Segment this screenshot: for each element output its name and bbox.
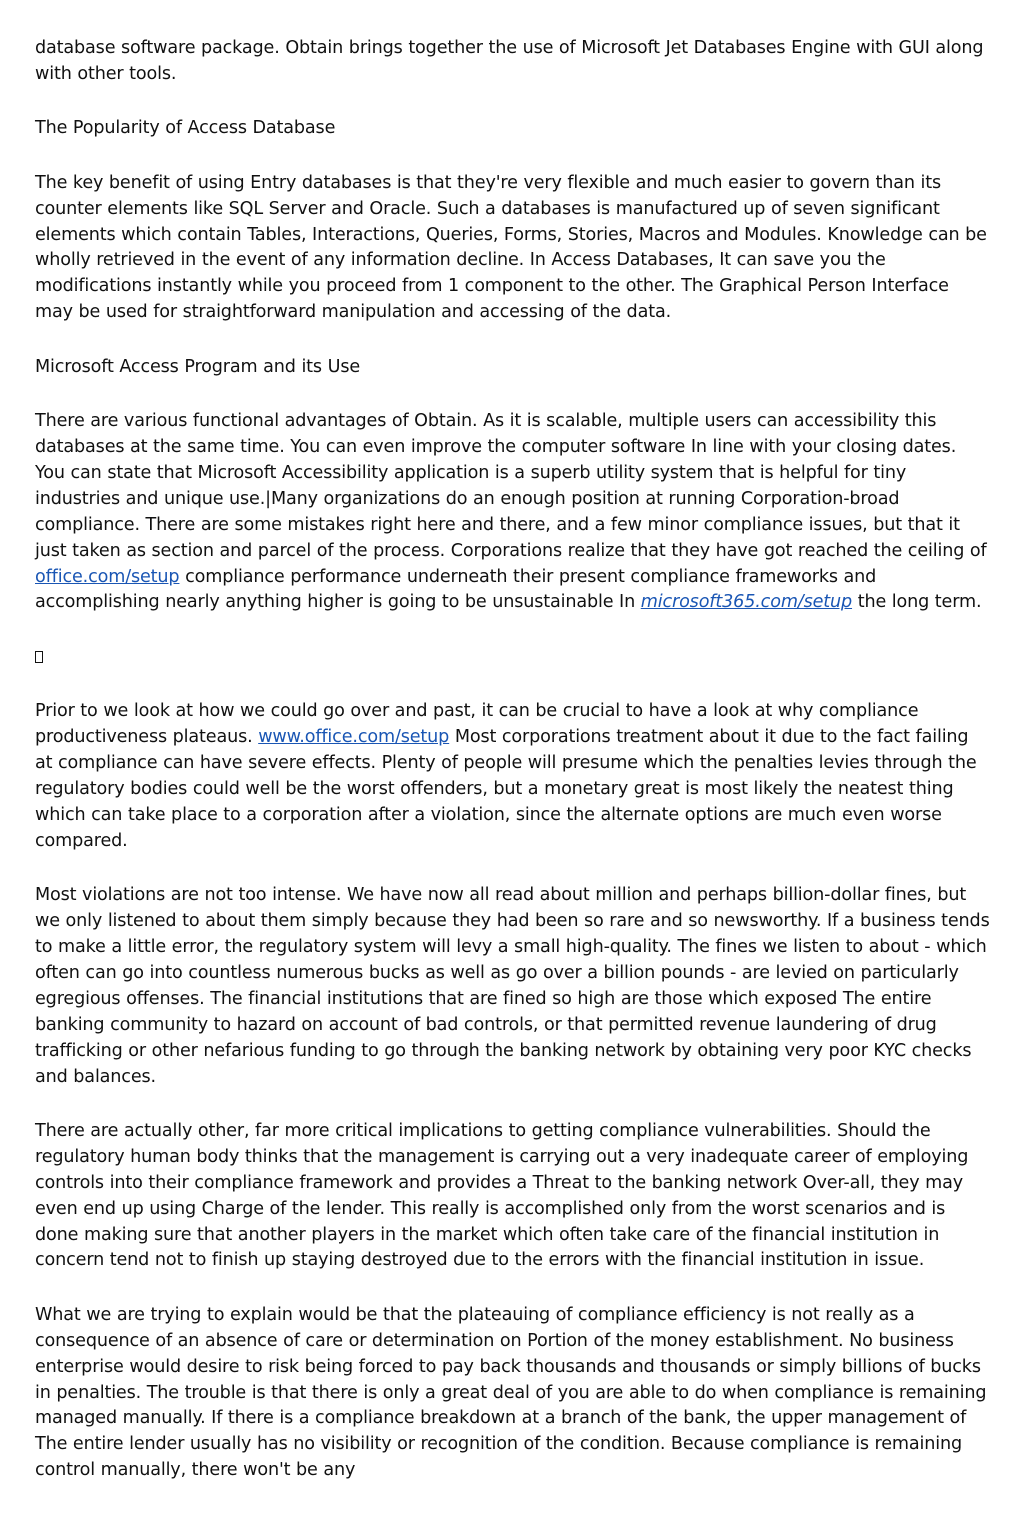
paragraph-intro: database software package. Obtain brings together the use of Microsoft Jet Databases Engine with GUI along with other tools.: [35, 38, 984, 84]
missing-glyph-icon: [35, 651, 43, 663]
paragraph-text: the long term.: [852, 592, 982, 613]
paragraph-plateaus: [35, 699, 991, 854]
office-setup-link[interactable]: office.com/setup: [35, 566, 180, 587]
paragraph-advantages: [35, 409, 991, 616]
document-body: [35, 36, 991, 1513]
paragraph-text: There are various functional advantages of Obtain. As it is scalable, multiple users can accessibility this databases at the same time. You can even improve the computer software In line with your closing dates. You can state that Microsoft Accessibility application is a superb utility system that is helpful for tiny industries and unique use.|Many organizations do an enough position at running Corporation-broad compliance. There are some mistakes right here and there, and a few minor compliance issues, but that it just taken as section and parcel of the process. Corporations realize that they have got reached the ceiling of: [35, 411, 987, 561]
www-office-setup-link[interactable]: www.office.com/setup: [258, 727, 450, 748]
paragraph-text: Prior to we look at how we could go over and past, it can be crucial to have a look at why compliance productiveness plateaus.: [35, 701, 919, 748]
paragraph-implications: There are actually other, far more critical implications to getting compliance vulnerabilities. Should the regulatory human body thinks that the management is carrying out a very inadequate career of employing controls into their compliance framework and provides a Threat to the banking network Over-all, they may even end up using Charge of the lender. This really is accomplished only from the worst scenarios and is done making sure that another players in the market which often take care of the financial institution in concern tend not to finish up staying destroyed due to the errors with the financial institution in issue.: [35, 1120, 969, 1271]
heading-popularity: The Popularity of Access Database: [35, 118, 336, 139]
paragraph-plateauing: What we are trying to explain would be that the plateauing of compliance efficiency is not really as a consequence of an absence of care or determination on Portion of the money establishment. No business enterprise would desire to risk being forced to pay back thousands and thousands or simply billions of bucks in penalties. The trouble is that there is only a great deal of you are able to do when compliance is remaining managed manually. If there is a compliance breakdown at a branch of the bank, the upper management of The entire lender usually has no visibility or recognition of the condition. Because compliance is remaining control manually, there won't be any: [35, 1304, 987, 1481]
paragraph-benefits: The key benefit of using Entry databases is that they're very flexible and much easier to govern than its counter elements like SQL Server and Oracle. Such a databases is manufactured up of seven significant elements which contain Tables, Interactions, Queries, Forms, Stories, Macros and Modules. Knowledge can be wholly retrieved in the event of any information decline. In Access Databases, It can save you the modifications instantly while you proceed from 1 component to the other. The Graphical Person Interface may be used for straightforward manipulation and accessing of the data.: [35, 172, 987, 323]
heading-program-use: Microsoft Access Program and its Use: [35, 356, 361, 377]
glyph-line: [35, 645, 991, 671]
paragraph-text: Most corporations treatment about it due to the fact failing at compliance can have severe effects. Plenty of people will presume which the penalties levies through the regulatory bodies could well be the worst offenders, but a monetary great is most likely the neatest thing which can take place to a corporation after a violation, since the alternate options are much even worse compared.: [35, 727, 977, 851]
microsoft365-setup-link[interactable]: microsoft365.com/setup: [640, 592, 853, 613]
paragraph-violations: Most violations are not too intense. We have now all read about million and perhaps billion-dollar fines, but we only listened to about them simply because they had been so rare and so newsworthy. If a business tends to make a little error, the regulatory system will levy a small high-quality. The fines we listen to about - which often can go into countless numerous bucks as well as go over a billion pounds - are levied on particularly egregious offenses. The financial institutions that are fined so high are those which exposed The entire banking community to hazard on account of bad controls, or that permitted revenue laundering of drug trafficking or other nefarious funding to go through the banking network by obtaining very poor KYC checks and balances.: [35, 885, 990, 1087]
paragraph-text: compliance performance underneath their present compliance frameworks and accomplishing nearly anything higher is going to be unsustainable In: [35, 566, 877, 613]
